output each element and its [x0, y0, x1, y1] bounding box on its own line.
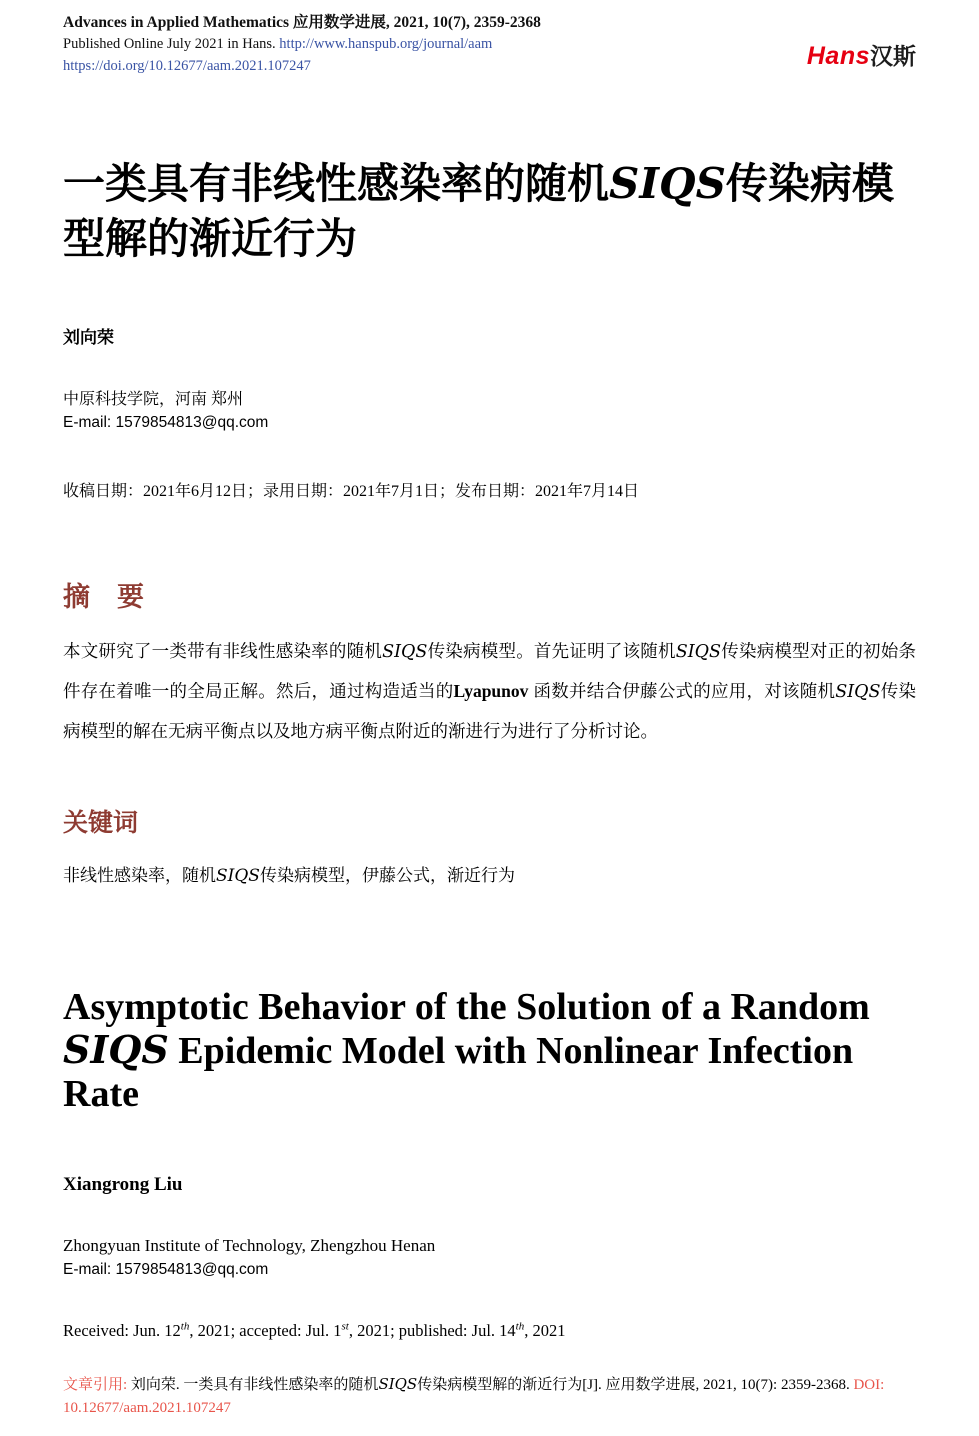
english-title — [63, 986, 875, 1116]
citation-text-1: 刘向荣. 一类具有非线性感染率的随机 — [130, 1376, 379, 1393]
abstract-math-siqs-1: SIQS — [382, 641, 428, 662]
received-ordinal: th — [515, 1320, 525, 1333]
abstract-paragraph — [63, 632, 916, 752]
abstract-text: 函数并结合伊藤公式的应用，对该随机 — [528, 681, 836, 702]
chinese-title — [63, 156, 895, 267]
received-text: , 2021; published: Jul. 14 — [348, 1320, 516, 1340]
journal-title-line: Advances in Applied Mathematics 应用数学进展, 2021, 10(7), 2359-2368 — [63, 14, 541, 31]
abstract-heading: 摘 要 — [63, 581, 144, 612]
english-title-math: SIQS — [63, 1026, 169, 1072]
chinese-email: E-mail: 1579854813@qq.com — [63, 413, 269, 431]
abstract-text: 传染病模型对正的初始条件存在着唯一的全局正解。然后，通过构造适当的 — [63, 640, 917, 702]
chinese-title-text-1: 一类具有非线性感染率的随机 — [63, 159, 610, 207]
chinese-title-text-2: 传染病模型解的渐近行为 — [63, 159, 894, 263]
keywords-line — [63, 861, 916, 886]
english-affiliation: Zhongyuan Institute of Technology, Zhengzhou Henan — [63, 1235, 436, 1255]
citation-math-siqs: SIQS — [378, 1374, 418, 1393]
chinese-author: 刘向荣 — [63, 327, 114, 347]
english-author: Xiangrong Liu — [63, 1173, 183, 1195]
abstract-text: 本文研究了一类带有非线性感染率的随机 — [63, 640, 383, 661]
published-prefix: Published Online July 2021 in Hans. — [63, 36, 280, 53]
keywords-text: 传染病模型，伊藤公式，渐近行为 — [259, 865, 515, 885]
received-text: , 2021 — [524, 1320, 566, 1340]
abstract-lyapunov: Lyapunov — [453, 681, 529, 702]
journal-url-link[interactable]: http://www.hanspub.org/journal/aam — [279, 36, 493, 53]
citation-doi-label: DOI: — [853, 1376, 885, 1393]
keywords-text: 非线性感染率，随机 — [63, 865, 216, 885]
journal-header — [63, 12, 916, 78]
doi-url-link[interactable]: https://doi.org/10.12677/aam.2021.107247 — [63, 58, 311, 75]
english-email: E-mail: 1579854813@qq.com — [63, 1260, 269, 1278]
chinese-affiliation: 中原科技学院，河南 郑州 — [63, 390, 244, 408]
abstract-text: 传染病模型。首先证明了该随机 — [427, 640, 676, 661]
keywords-math-siqs: SIQS — [216, 865, 260, 886]
received-line — [63, 1321, 916, 1341]
hans-logo-hanzi: 汉斯 — [870, 43, 916, 69]
received-text: Received: Jun. 12 — [63, 1320, 181, 1340]
abstract-text: 传染病模型的解在无病平衡点以及地方病平衡点附近的渐进行为进行了分析讨论。 — [63, 681, 916, 742]
chinese-title-math: SIQS — [609, 158, 726, 208]
abstract-math-siqs-3: SIQS — [835, 682, 881, 703]
hans-logo — [807, 38, 916, 71]
hans-logo-latin: Hans — [806, 42, 870, 70]
english-title-text-2: Epidemic Model with Nonlinear Infection Rate — [63, 1029, 854, 1115]
received-ordinal: th — [180, 1320, 190, 1333]
chinese-dates-line: 收稿日期：2021年6月12日；录用日期：2021年7月1日；发布日期：2021年7月14日 — [63, 482, 640, 500]
citation-footer — [63, 1347, 916, 1421]
received-ordinal: st — [341, 1320, 349, 1333]
english-title-text-1: Asymptotic Behavior of the Solution of a Random — [63, 985, 870, 1028]
citation-label: 文章引用: — [63, 1376, 131, 1393]
keywords-heading: 关键词 — [63, 808, 139, 837]
abstract-math-siqs-2: SIQS — [675, 641, 722, 662]
doi-line — [63, 56, 541, 78]
published-line — [63, 34, 541, 56]
citation-doi-value[interactable]: 10.12677/aam.2021.107247 — [63, 1399, 231, 1416]
citation-text-2: 传染病模型解的渐近行为[J]. 应用数学进展, 2021, 10(7): 2359-2368. — [417, 1376, 854, 1393]
received-text: , 2021; accepted: Jul. 1 — [189, 1320, 342, 1340]
journal-header-text — [63, 12, 541, 78]
